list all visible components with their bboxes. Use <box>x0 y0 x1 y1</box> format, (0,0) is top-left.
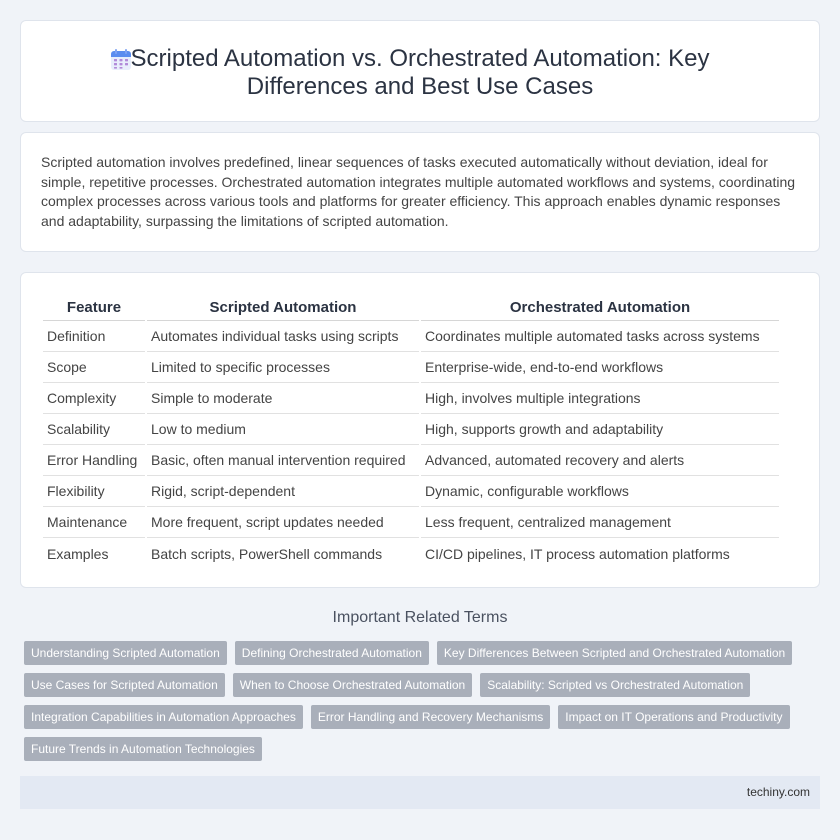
row-scripted: Simple to moderate <box>147 383 419 414</box>
row-orchestrated: Coordinates multiple automated tasks across systems <box>421 321 779 352</box>
row-scripted: Low to medium <box>147 414 419 445</box>
table-row <box>43 414 779 445</box>
row-feature: Complexity <box>43 383 145 414</box>
title-card <box>20 20 820 122</box>
header-scripted: Scripted Automation <box>147 295 419 321</box>
row-scripted: More frequent, script updates needed <box>147 507 419 538</box>
row-orchestrated: Advanced, automated recovery and alerts <box>421 445 779 476</box>
site-link[interactable]: techiny.com <box>746 785 810 799</box>
row-scripted: Batch scripts, PowerShell commands <box>151 545 383 562</box>
row-orchestrated: Less frequent, centralized management <box>421 507 779 538</box>
related-term-tag[interactable]: Integration Capabilities in Automation Approaches <box>24 705 303 729</box>
row-orchestrated: Enterprise-wide, end-to-end workflows <box>421 352 779 383</box>
row-feature: Examples <box>47 545 109 562</box>
related-term-tag[interactable]: Understanding Scripted Automation <box>24 641 227 665</box>
row-feature: Scope <box>43 352 145 383</box>
related-term-tag[interactable]: When to Choose Orchestrated Automation <box>233 673 472 697</box>
table-row <box>43 445 779 476</box>
table-row <box>43 476 779 507</box>
row-feature: Definition <box>43 321 145 352</box>
row-scripted: Limited to specific processes <box>147 352 419 383</box>
related-term-tag[interactable]: Future Trends in Automation Technologies <box>24 737 262 761</box>
header-feature: Feature <box>43 295 145 321</box>
row-orchestrated: Dynamic, configurable workflows <box>421 476 779 507</box>
intro-paragraph: Scripted automation involves predefined, linear sequences of tasks executed automatically without deviation, ideal for simple, repetitive processes. Orchestrated automation integrates multiple automated workflows and systems, coordinating complex processes across various tools and platforms for greater efficiency. This approach enables dynamic responses and adaptability, surpassing the limitations of scripted automation. <box>41 154 796 229</box>
comparison-table <box>41 295 781 569</box>
row-scripted: Basic, often manual intervention required <box>147 445 419 476</box>
page-title: Scripted Automation vs. Orchestrated Automation: Key Differences and Best Use Cases <box>130 45 710 100</box>
related-term-tag[interactable]: Impact on IT Operations and Productivity <box>558 705 789 729</box>
row-scripted: Automates individual tasks using scripts <box>147 321 419 352</box>
comparison-card <box>20 272 820 588</box>
row-orchestrated: High, supports growth and adaptability <box>421 414 779 445</box>
row-feature: Scalability <box>43 414 145 445</box>
row-feature: Flexibility <box>43 476 145 507</box>
table-row <box>43 352 779 383</box>
related-term-tag[interactable]: Use Cases for Scripted Automation <box>24 673 225 697</box>
footer-bar <box>20 776 820 809</box>
table-row <box>43 507 779 538</box>
intro-card <box>20 132 820 252</box>
row-scripted: Rigid, script-dependent <box>147 476 419 507</box>
related-term-tag[interactable]: Scalability: Scripted vs Orchestrated Automation <box>480 673 750 697</box>
row-feature: Maintenance <box>43 507 145 538</box>
related-terms-heading: Important Related Terms <box>332 609 508 626</box>
table-row <box>43 383 779 414</box>
row-orchestrated: High, involves multiple integrations <box>421 383 779 414</box>
header-orchestrated: Orchestrated Automation <box>421 295 779 321</box>
related-term-tag[interactable]: Defining Orchestrated Automation <box>235 641 429 665</box>
row-feature: Error Handling <box>43 445 145 476</box>
related-terms-list <box>24 641 804 761</box>
table-row <box>43 538 779 569</box>
row-orchestrated: CI/CD pipelines, IT process automation platforms <box>425 545 730 562</box>
table-header-row <box>43 295 779 321</box>
related-term-tag[interactable]: Error Handling and Recovery Mechanisms <box>311 705 550 729</box>
table-row <box>43 321 779 352</box>
related-term-tag[interactable]: Key Differences Between Scripted and Orchestrated Automation <box>437 641 792 665</box>
